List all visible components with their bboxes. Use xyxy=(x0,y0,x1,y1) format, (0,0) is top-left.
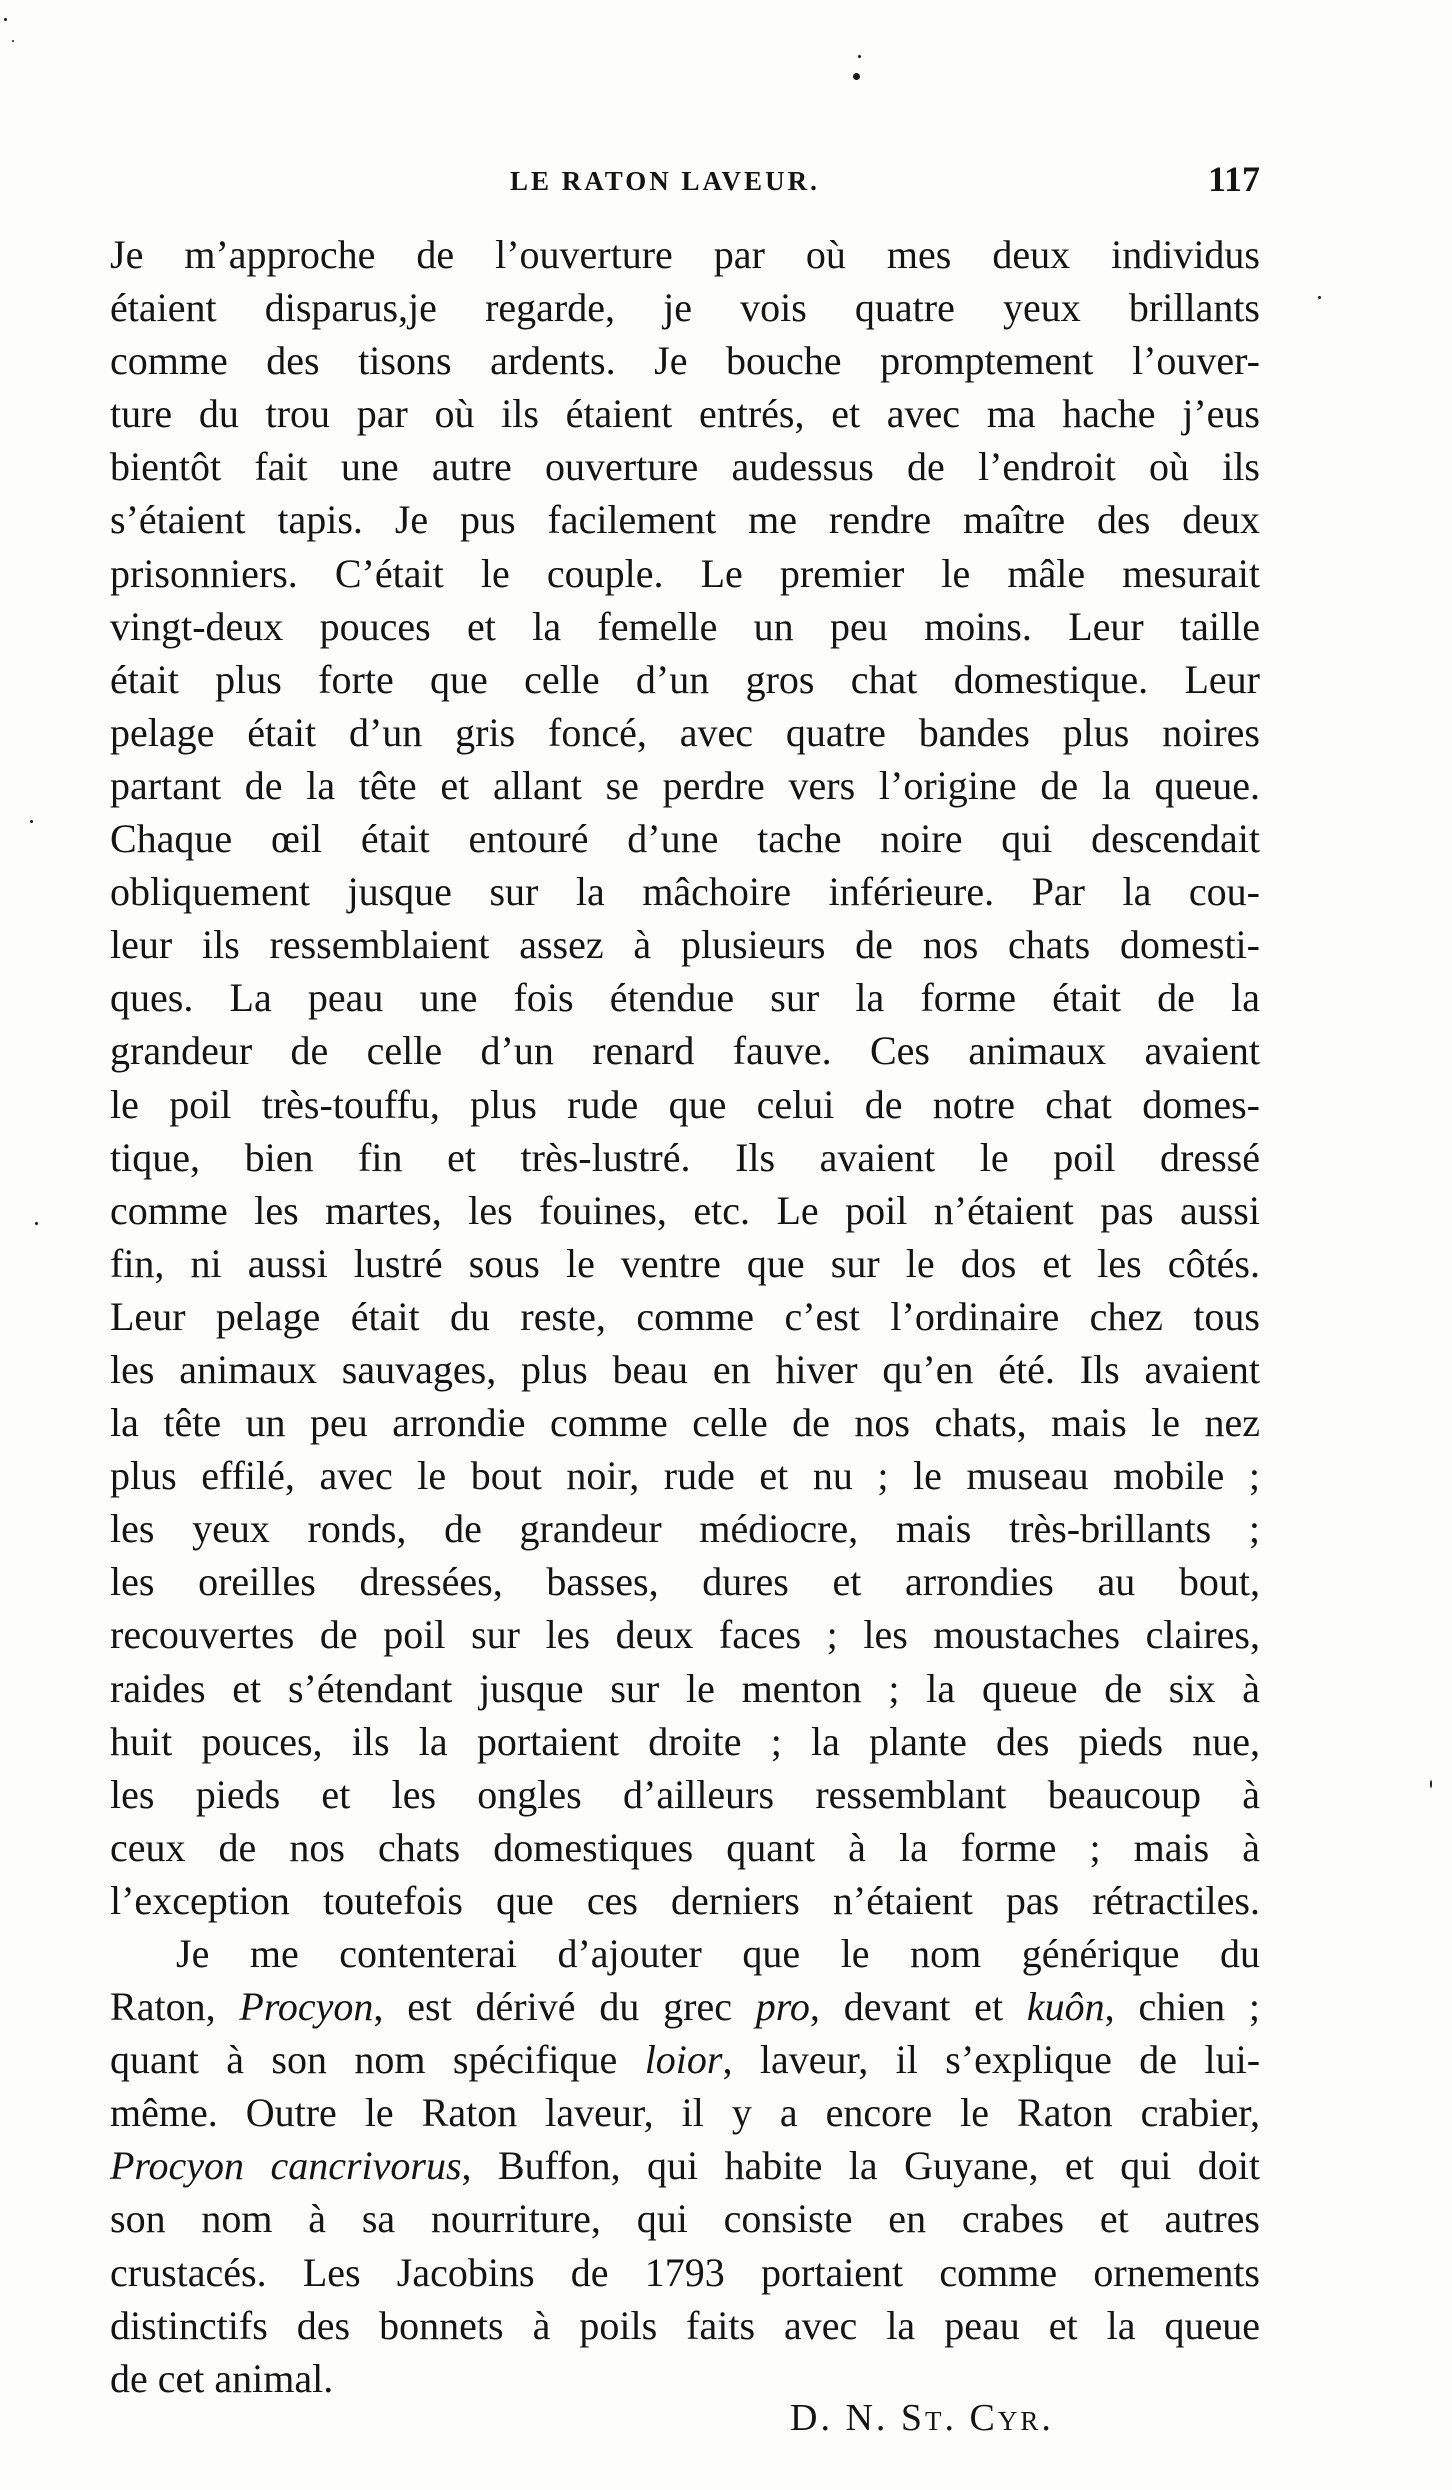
text-line: ques. La peau une fois étendue sur la forme était de la xyxy=(110,975,1260,1021)
text-line: les animaux sauvages, plus beau en hiver qu’en été. Ils avaient xyxy=(110,1346,1260,1392)
text-line: même. Outre le Raton laveur, il y a encore le Raton crabier, xyxy=(110,2090,1260,2136)
text-line: raides et s’étendant jusque sur le menton ; la queue de six à xyxy=(110,1665,1260,1711)
text-line: vingt-deux pouces et la femelle un peu moins. Leur taille xyxy=(110,603,1260,649)
paragraph-last-line: de cet animal. xyxy=(110,2355,334,2401)
text-line: les yeux ronds, de grandeur médiocre, mais très-brillants ; xyxy=(110,1506,1260,1552)
text-line: Procyon cancrivorus, Buffon, qui habite la Guyane, et qui doit xyxy=(110,2143,1260,2189)
text-line: leur ils ressemblaient assez à plusieurs de nos chats domesti- xyxy=(110,922,1260,968)
italic-term: loior xyxy=(644,2037,723,2083)
text-line: le poil très-touffu, plus rude que celui de notre chat domes- xyxy=(110,1081,1260,1127)
text-line: s’étaient tapis. Je pus facilement me rendre maître des deux xyxy=(110,497,1260,543)
text-line: ture du trou par où ils étaient entrés, et avec ma hache j’eus xyxy=(110,391,1260,437)
text-line: plus effilé, avec le bout noir, rude et nu ; le museau mobile ; xyxy=(110,1453,1260,1499)
text-line: pelage était d’un gris foncé, avec quatre bandes plus noires xyxy=(110,709,1260,755)
text-line: quant à son nom spécifique loior, laveur, il s’explique de lui- xyxy=(110,2037,1260,2083)
italic-term: kuôn xyxy=(1026,1984,1105,2030)
ink-speck xyxy=(853,73,860,80)
text-line: ceux de nos chats domestiques quant à la forme ; mais à xyxy=(110,1824,1260,1870)
text-line: la tête un peu arrondie comme celle de nos chats, mais le nez xyxy=(110,1400,1260,1446)
text-line: huit pouces, ils la portaient droite ; la plante des pieds nue, xyxy=(110,1718,1260,1764)
italic-term: Procyon cancrivorus xyxy=(110,2143,462,2189)
text-line: Leur pelage était du reste, comme c’est l’ordinaire chez tous xyxy=(110,1293,1260,1339)
text-line: comme les martes, les fouines, etc. Le poil n’étaient pas aussi xyxy=(110,1187,1260,1233)
text-line: son nom à sa nourriture, qui consiste en crabes et autres xyxy=(110,2196,1260,2242)
text-line: prisonniers. C’était le couple. Le premier le mâle mesurait xyxy=(110,550,1260,596)
text-line: les oreilles dressées, basses, dures et arrondies au bout, xyxy=(110,1559,1260,1605)
text-line: obliquement jusque sur la mâchoire inférieure. Par la cou- xyxy=(110,869,1260,915)
text-line: fin, ni aussi lustré sous le ventre que sur le dos et les côtés. xyxy=(110,1240,1260,1286)
text-line: comme des tisons ardents. Je bouche promptement l’ouver- xyxy=(110,338,1260,384)
text-line: les pieds et les ongles d’ailleurs ressemblant beaucoup à xyxy=(110,1771,1260,1817)
text-line: Chaque œil était entouré d’une tache noire qui descendait xyxy=(110,816,1260,862)
ink-speck xyxy=(12,40,14,42)
text-line: partant de la tête et allant se perdre vers l’origine de la queue. xyxy=(110,762,1260,808)
ink-speck xyxy=(858,55,861,58)
text-line: recouvertes de poil sur les deux faces ; les moustaches claires, xyxy=(110,1612,1260,1658)
ink-speck xyxy=(4,18,7,21)
ink-speck xyxy=(1430,1780,1432,1788)
text-line: bientôt fait une autre ouverture audessus de l’endroit où ils xyxy=(110,444,1260,490)
body-text xyxy=(110,228,1260,2405)
signature-text: D. N. St. Cyr. xyxy=(790,2397,1054,2439)
page-number: 117 xyxy=(1207,159,1260,199)
text-line: Je m’approche de l’ouverture par où mes deux individus xyxy=(110,232,1260,277)
paragraph-first-line: Je me contenterai d’ajouter que le nom générique du xyxy=(176,1931,1260,1976)
page-header xyxy=(110,158,1260,208)
text-line: étaient disparus,je regarde, je vois quatre yeux brillants xyxy=(110,285,1260,331)
text-line: grandeur de celle d’un renard fauve. Ces animaux avaient xyxy=(110,1028,1260,1074)
text-line: distinctifs des bonnets à poils faits avec la peau et la queue xyxy=(110,2302,1260,2348)
author-signature xyxy=(790,2396,1054,2440)
ink-speck xyxy=(1318,296,1321,299)
ink-speck xyxy=(35,1222,38,1225)
italic-term: Procyon xyxy=(239,1984,374,2030)
text-line: Raton, Procyon, est dérivé du grec pro, devant et kuôn, chien ; xyxy=(110,1984,1260,2030)
ink-speck xyxy=(30,820,33,823)
text-line: tique, bien fin et très-lustré. Ils avaient le poil dressé xyxy=(110,1134,1260,1180)
text-line: l’exception toutefois que ces derniers n’étaient pas rétractiles. xyxy=(110,1877,1260,1923)
running-title: LE RATON LAVEUR. xyxy=(510,166,820,196)
text-line: était plus forte que celle d’un gros chat domestique. Leur xyxy=(110,656,1260,702)
italic-term: pro xyxy=(755,1984,810,2030)
text-line: crustacés. Les Jacobins de 1793 portaient comme ornements xyxy=(110,2249,1260,2295)
